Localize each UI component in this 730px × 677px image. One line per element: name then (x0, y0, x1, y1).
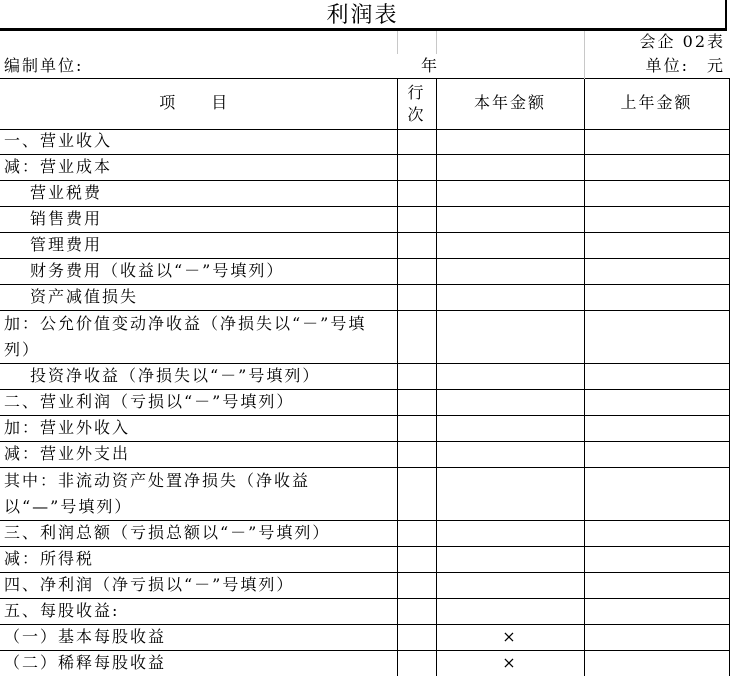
form-code: 会企 02表 (584, 31, 729, 54)
row-line-no[interactable] (397, 310, 436, 363)
row-line-no[interactable] (397, 180, 436, 206)
row-label: 减：所得税 (0, 546, 397, 572)
row-line-no[interactable] (397, 129, 436, 154)
row-line-no[interactable] (397, 624, 436, 650)
row-line-no[interactable] (397, 154, 436, 180)
row-prior-year[interactable] (584, 284, 729, 310)
row-prior-year[interactable] (584, 310, 729, 363)
row-current-year[interactable] (436, 310, 584, 363)
row-label: 投资净收益（净损失以“－”号填列） (0, 363, 397, 389)
row-line-no[interactable] (397, 467, 436, 520)
table-row (0, 206, 729, 232)
row-label: 三、利润总额（亏损总额以“－”号填列） (0, 520, 397, 546)
table-row (0, 129, 729, 154)
row-prior-year[interactable] (584, 206, 729, 232)
header-item: 项 目 (0, 78, 397, 129)
row-prior-year[interactable] (584, 546, 729, 572)
row-current-year[interactable]: × (436, 650, 584, 676)
table-row (0, 598, 729, 624)
unit-row (0, 54, 729, 78)
row-label: 加：营业外收入 (0, 415, 397, 441)
table-row (0, 441, 729, 467)
row-current-year[interactable] (436, 441, 584, 467)
header-line-no: 行次 (397, 78, 436, 129)
row-prior-year[interactable] (584, 572, 729, 598)
row-line-no[interactable] (397, 441, 436, 467)
row-current-year[interactable] (436, 154, 584, 180)
row-line-no[interactable] (397, 232, 436, 258)
row-current-year[interactable] (436, 389, 584, 415)
row-current-year[interactable] (436, 520, 584, 546)
row-line-no[interactable] (397, 572, 436, 598)
header-current-year: 本年金额 (436, 78, 584, 129)
row-current-year[interactable] (436, 572, 584, 598)
table-row (0, 650, 729, 676)
income-statement-table (0, 31, 730, 676)
row-line-no[interactable] (397, 258, 436, 284)
row-label: 五、每股收益: (0, 598, 397, 624)
table-row (0, 310, 729, 363)
table-row (0, 546, 729, 572)
row-prior-year[interactable] (584, 520, 729, 546)
row-current-year[interactable] (436, 467, 584, 520)
row-label: 营业税费 (0, 180, 397, 206)
row-current-year[interactable] (436, 546, 584, 572)
table-row (0, 284, 729, 310)
row-label: 资产减值损失 (0, 284, 397, 310)
currency-unit: 单位: 元 (584, 54, 729, 78)
header-prior-year: 上年金额 (584, 78, 729, 129)
table-row (0, 258, 729, 284)
header-row (0, 78, 729, 129)
preparer-label: 编制单位: (4, 55, 84, 75)
row-current-year[interactable] (436, 284, 584, 310)
row-line-no[interactable] (397, 415, 436, 441)
row-line-no[interactable] (397, 284, 436, 310)
row-current-year[interactable] (436, 598, 584, 624)
row-current-year[interactable] (436, 415, 584, 441)
form-code-row (0, 31, 729, 54)
row-prior-year[interactable] (584, 624, 729, 650)
row-prior-year[interactable] (584, 154, 729, 180)
row-label: 减：营业外支出 (0, 441, 397, 467)
row-line-no[interactable] (397, 520, 436, 546)
row-prior-year[interactable] (584, 650, 729, 676)
blank-cell (397, 31, 436, 54)
row-line-no[interactable] (397, 389, 436, 415)
row-line-no[interactable] (397, 598, 436, 624)
table-row (0, 572, 729, 598)
row-current-year[interactable] (436, 129, 584, 154)
row-current-year[interactable] (436, 258, 584, 284)
table-row (0, 520, 729, 546)
row-current-year[interactable] (436, 232, 584, 258)
year-label: 年 (421, 55, 440, 75)
row-line-no[interactable] (397, 546, 436, 572)
row-prior-year[interactable] (584, 598, 729, 624)
row-label: （一）基本每股收益 (0, 624, 397, 650)
row-prior-year[interactable] (584, 232, 729, 258)
row-current-year[interactable] (436, 363, 584, 389)
row-label: 四、净利润（净亏损以“－”号填列） (0, 572, 397, 598)
row-prior-year[interactable] (584, 441, 729, 467)
table-row (0, 232, 729, 258)
row-prior-year[interactable] (584, 415, 729, 441)
row-current-year[interactable] (436, 180, 584, 206)
table-row (0, 363, 729, 389)
sheet-title: 利润表 (0, 0, 727, 31)
row-prior-year[interactable] (584, 389, 729, 415)
row-label: 二、营业利润（亏损以“－”号填列） (0, 389, 397, 415)
table-row (0, 389, 729, 415)
row-prior-year[interactable] (584, 129, 729, 154)
row-label: 其中：非流动资产处置净损失（净收益以“—”号填列） (0, 467, 397, 520)
row-prior-year[interactable] (584, 258, 729, 284)
row-prior-year[interactable] (584, 467, 729, 520)
table-row (0, 624, 729, 650)
blank-cell (436, 31, 584, 54)
row-label: 销售费用 (0, 206, 397, 232)
row-label: 减：营业成本 (0, 154, 397, 180)
row-line-no[interactable] (397, 206, 436, 232)
row-prior-year[interactable] (584, 363, 729, 389)
row-prior-year[interactable] (584, 180, 729, 206)
row-label: （二）稀释每股收益 (0, 650, 397, 676)
row-line-no[interactable] (397, 363, 436, 389)
statement-rows (0, 129, 729, 676)
row-current-year[interactable]: × (436, 624, 584, 650)
row-label: 财务费用（收益以“－”号填列） (0, 258, 397, 284)
row-current-year[interactable] (436, 206, 584, 232)
row-label: 管理费用 (0, 232, 397, 258)
table-row (0, 467, 729, 520)
table-row (0, 180, 729, 206)
row-label: 一、营业收入 (0, 129, 397, 154)
blank-cell (0, 31, 397, 54)
table-row (0, 415, 729, 441)
row-label: 加：公允价值变动净收益（净损失以“－”号填列） (0, 310, 397, 363)
table-row (0, 154, 729, 180)
row-line-no[interactable] (397, 650, 436, 676)
